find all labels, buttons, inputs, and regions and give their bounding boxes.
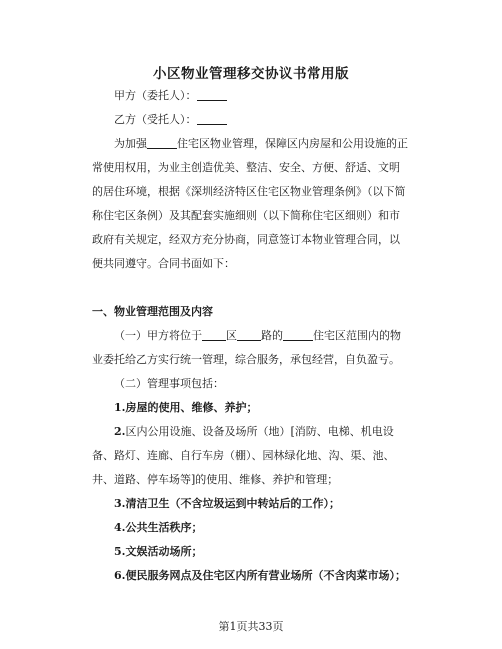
intro-paragraph xyxy=(92,132,410,276)
intro-blank xyxy=(147,136,177,149)
item-2 xyxy=(92,420,410,492)
party-a-line xyxy=(92,84,410,108)
item-2-number: 2. xyxy=(114,425,126,438)
item-2-text: 区内公用设施、设备及场所（地）[消防、电梯、机电设备、路灯、连廊、自行车房（棚）、园林绿化地、沟、渠、池、井、道路、停车场等]的使用、维修、养护和管理； xyxy=(92,425,395,486)
clause-1-blank-3 xyxy=(283,328,313,341)
intro-prefix: 为加强 xyxy=(114,137,147,150)
document-title: 小区物业管理移交协议书常用版 xyxy=(153,66,349,82)
clause-1-blank-2 xyxy=(237,328,261,341)
party-a-label: 甲方（委托人）： xyxy=(114,89,197,102)
item-4: 4.公共生活秩序； xyxy=(114,521,203,534)
clause-1-part-1: （一）甲方将位于 xyxy=(114,329,202,342)
party-b-label: 乙方（受托人）： xyxy=(114,113,197,126)
item-6: 6.便民服务网点及住宅区内所有营业场所（不含肉菜市场）； xyxy=(114,569,406,582)
section-heading: 一、物业管理范围及内容 xyxy=(92,305,213,318)
clause-1 xyxy=(92,324,410,372)
page-footer: 第1页共33页 xyxy=(218,620,284,633)
party-b-blank xyxy=(197,112,227,125)
intro-text: 住宅区物业管理，保障区内房屋和公用设施的正常使用权用，为业主创造优美、整洁、安全、方便、舒适、文明的居住环境，根据《深圳经济特区住宅区物业管理条例》（以下简称住宅区条例）及其配套实施细则（以下简称住宅区细则）和市政府有关规定，经双方充分协商，同意签订本物业管理合同，以便共同遵守。合同书面如下： xyxy=(92,137,408,270)
party-b-line xyxy=(92,108,410,132)
item-3: 3.清洁卫生（不含垃圾运到中转站后的工作）； xyxy=(114,497,340,510)
clause-1-part-4: 住宅区范围内的物业委托给乙方实行统一管理，综合服务，承包经营，自负盈亏。 xyxy=(92,329,401,366)
item-5: 5.文娱活动场所； xyxy=(114,545,203,558)
clause-1-part-3: 路的 xyxy=(261,329,283,342)
party-a-blank xyxy=(197,88,227,101)
clause-1-blank-1 xyxy=(202,328,226,341)
item-1: 1.房屋的使用、维修、养护； xyxy=(114,401,258,414)
clause-1-part-2: 区 xyxy=(226,329,237,342)
clause-2: （二）管理事项包括： xyxy=(114,377,224,390)
